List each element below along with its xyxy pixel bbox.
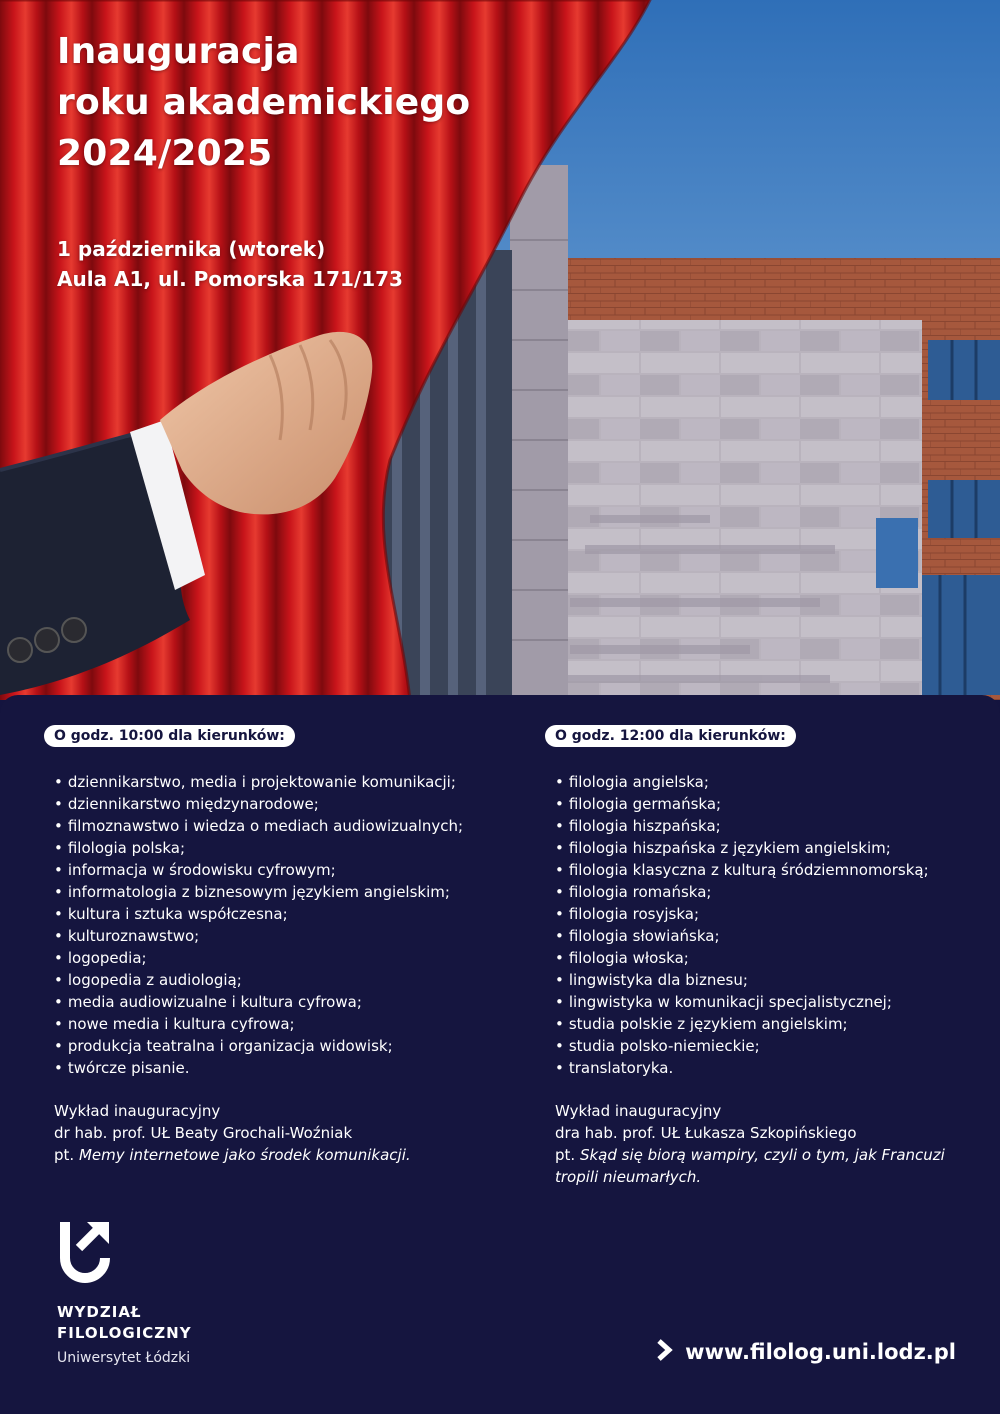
session-12 <box>545 725 985 1188</box>
list-item: • filmoznawstwo i wiedza o mediach audiowizualnych; <box>54 815 514 837</box>
list-item: • twórcze pisanie. <box>54 1057 514 1079</box>
list-item: • studia polsko-niemieckie; <box>555 1035 985 1057</box>
list-item: • filologia włoska; <box>555 947 985 969</box>
list-item: • media audiowizualne i kultura cyfrowa; <box>54 991 514 1013</box>
faculty-name-line-1: WYDZIAŁ <box>57 1303 142 1321</box>
event-date: 1 października (wtorek) <box>57 237 326 261</box>
list-item: • filologia angielska; <box>555 771 985 793</box>
lecture-heading: Wykład inauguracyjny <box>555 1102 722 1120</box>
session-time-badge: O godz. 12:00 dla kierunków: <box>545 725 796 747</box>
list-item: • lingwistyka w komunikacji specjalistycznej; <box>555 991 985 1013</box>
lecture-title-prefix: pt. <box>54 1146 75 1164</box>
list-item: • filologia germańska; <box>555 793 985 815</box>
course-list <box>44 771 514 1079</box>
list-item: • produkcja teatralna i organizacja widowisk; <box>54 1035 514 1057</box>
list-item: • logopedia; <box>54 947 514 969</box>
session-10 <box>44 725 514 1166</box>
list-item: • filologia romańska; <box>555 881 985 903</box>
list-item: • filologia hiszpańska; <box>555 815 985 837</box>
list-item: • filologia słowiańska; <box>555 925 985 947</box>
list-item: • lingwistyka dla biznesu; <box>555 969 985 991</box>
faculty-logo <box>57 1218 192 1368</box>
university-name: Uniwersytet Łódzki <box>57 1350 191 1366</box>
lecture-speaker: dr hab. prof. UŁ Beaty Grochali-Woźniak <box>54 1124 353 1142</box>
list-item: • filologia polska; <box>54 837 514 859</box>
event-details <box>57 234 470 294</box>
course-list <box>545 771 985 1079</box>
lecture-speaker: dra hab. prof. UŁ Łukasza Szkopińskiego <box>555 1124 857 1142</box>
title-line-1: Inauguracja <box>57 31 300 72</box>
website-url: www.filolog.uni.lodz.pl <box>685 1340 956 1364</box>
lecture-title: Memy internetowe jako środek komunikacji. <box>78 1146 411 1164</box>
lecture-heading: Wykład inauguracyjny <box>54 1102 221 1120</box>
list-item: • logopedia z audiologią; <box>54 969 514 991</box>
lecture-info <box>555 1100 985 1188</box>
ul-logo-icon <box>57 1218 113 1288</box>
event-venue: Aula A1, ul. Pomorska 171/173 <box>57 267 403 291</box>
list-item: • filologia klasyczna z kulturą śródziemnomorską; <box>555 859 985 881</box>
list-item: • studia polskie z językiem angielskim; <box>555 1013 985 1035</box>
hero-text <box>57 26 470 294</box>
list-item: • translatoryka. <box>555 1057 985 1079</box>
list-item: • dziennikarstwo, media i projektowanie komunikacji; <box>54 771 514 793</box>
lecture-info <box>54 1100 514 1166</box>
lecture-title: Skąd się biorą wampiry, czyli o tym, jak Francuzi tropili nieumarłych. <box>555 1146 945 1186</box>
lecture-title-line <box>54 1144 514 1166</box>
title-line-2: roku akademickiego <box>57 82 471 123</box>
session-time-badge: O godz. 10:00 dla kierunków: <box>44 725 295 747</box>
list-item: • kulturoznawstwo; <box>54 925 514 947</box>
title-line-3: 2024/2025 <box>57 133 273 174</box>
lecture-title-prefix: pt. <box>555 1146 576 1164</box>
arrow-right-icon <box>655 1338 675 1366</box>
list-item: • kultura i sztuka współczesna; <box>54 903 514 925</box>
faculty-name-line-2: FILOLOGICZNY <box>57 1324 192 1342</box>
list-item: • informatologia z biznesowym językiem angielskim; <box>54 881 514 903</box>
list-item: • nowe media i kultura cyfrowa; <box>54 1013 514 1035</box>
list-item: • informacja w środowisku cyfrowym; <box>54 859 514 881</box>
lecture-title-line <box>555 1144 985 1188</box>
event-title <box>57 26 470 179</box>
list-item: • dziennikarstwo międzynarodowe; <box>54 793 514 815</box>
list-item: • filologia rosyjska; <box>555 903 985 925</box>
website-link[interactable] <box>655 1338 956 1366</box>
list-item: • filologia hiszpańska z językiem angielskim; <box>555 837 985 859</box>
faculty-name <box>57 1302 192 1344</box>
hero-image <box>0 0 1000 700</box>
